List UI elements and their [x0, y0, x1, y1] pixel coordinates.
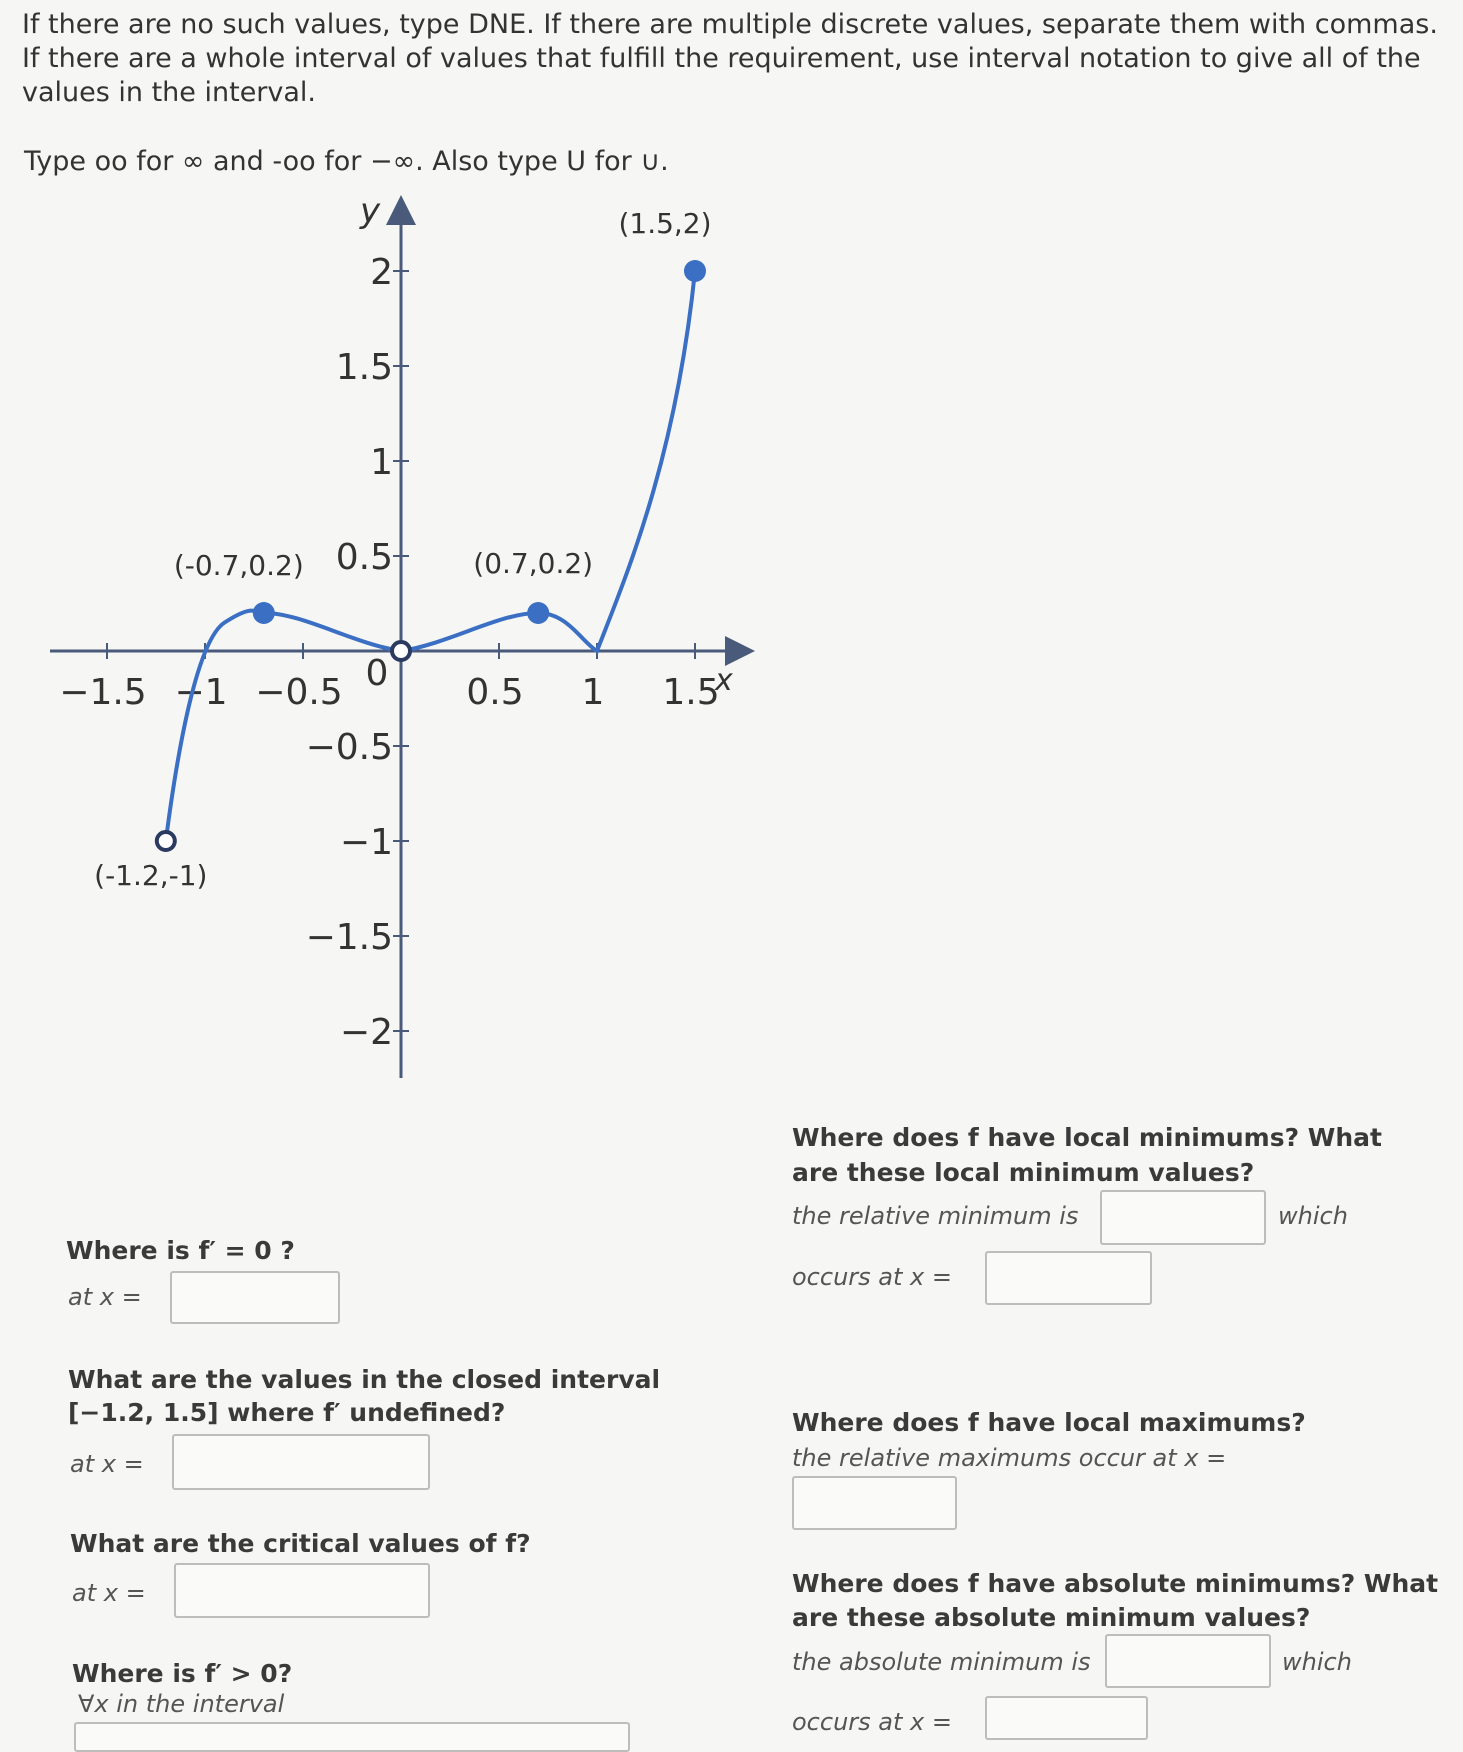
local-min-occurs-input[interactable]: [985, 1251, 1152, 1305]
y-axis-label: y: [360, 191, 381, 231]
x-axis-label: x: [715, 663, 733, 698]
critical-input[interactable]: [174, 1563, 430, 1618]
y-tick-label: 1: [370, 442, 393, 483]
closed-point: [253, 602, 275, 624]
closed-point: [527, 602, 549, 624]
abs-min-value-suffix: which: [1282, 1648, 1352, 1676]
undefined-input[interactable]: [172, 1434, 430, 1490]
point-label: (-1.2,-1): [94, 859, 208, 892]
key-points: [94, 207, 711, 892]
point-label: (0.7,0.2): [473, 547, 594, 580]
instructions-text: If there are no such values, type DNE. If there are multiple discrete values, separate them with commas. If there are a whole interval of values that fulfill the requirement, use interval notation to give all of the values in the interval.: [22, 9, 1438, 108]
undefined-question-line1: What are the values in the closed interval: [68, 1365, 661, 1394]
y-tick-label: 0.5: [335, 537, 393, 578]
closed-point: [684, 260, 706, 282]
abs-min-value-input[interactable]: [1105, 1634, 1271, 1688]
undefined-prefix: at x =: [70, 1450, 144, 1478]
y-tick-label: −0.5: [305, 727, 393, 768]
local-min-value-suffix: which: [1278, 1202, 1348, 1230]
local-max-prefix: the relative maximums occur at x =: [792, 1444, 1227, 1472]
increasing-question: Where is f′ > 0?: [72, 1659, 293, 1688]
x-tick-label: 1.5: [662, 672, 720, 713]
fprime-zero-input[interactable]: [170, 1271, 340, 1324]
fprime-zero-question: Where is f′ = 0 ?: [66, 1236, 295, 1265]
local-min-question-line1: Where does f have local minimums? What: [792, 1123, 1383, 1152]
fprime-zero-prefix: at x =: [68, 1283, 142, 1311]
local-max-question: Where does f have local maximums?: [792, 1408, 1306, 1437]
critical-question: What are the critical values of f?: [70, 1529, 531, 1558]
abs-min-occurs-prefix: occurs at x =: [792, 1708, 952, 1736]
point-label: (-0.7,0.2): [173, 549, 304, 582]
abs-min-question-line1: Where does f have absolute minimums? What: [792, 1569, 1439, 1598]
y-tick-label: −1: [339, 822, 393, 863]
local-min-value-input[interactable]: [1100, 1190, 1266, 1245]
x-tick-label: 1: [581, 672, 605, 713]
open-point: [392, 642, 410, 660]
function-graph: [0, 0, 760, 1100]
increasing-prefix: ∀x in the interval: [78, 1690, 285, 1718]
local-max-input[interactable]: [792, 1476, 957, 1530]
x-tick-label: −1.5: [59, 672, 147, 713]
x-tick-label: 0: [365, 653, 389, 694]
y-tick-label: −1.5: [305, 917, 393, 958]
local-min-occurs-prefix: occurs at x =: [792, 1263, 952, 1291]
local-min-value-prefix: the relative minimum is: [792, 1202, 1079, 1230]
y-tick-label: −2: [339, 1012, 393, 1053]
x-tick-label: −1: [174, 672, 228, 713]
undefined-question-line2: [−1.2, 1.5] where f′ undefined?: [68, 1398, 506, 1427]
open-point: [157, 832, 175, 850]
point-label: (1.5,2): [618, 207, 712, 240]
y-tick-label: 2: [370, 252, 393, 293]
x-tick-label: −0.5: [255, 672, 343, 713]
abs-min-occurs-input[interactable]: [985, 1696, 1148, 1740]
type-hint: Type oo for ∞ and -oo for −∞. Also type U for ∪.: [24, 146, 669, 177]
abs-min-value-prefix: the absolute minimum is: [792, 1648, 1091, 1676]
local-min-question-line2: are these local minimum values?: [792, 1158, 1255, 1187]
critical-prefix: at x =: [72, 1579, 146, 1607]
x-tick-label: 0.5: [466, 672, 524, 713]
abs-min-question-line2: are these absolute minimum values?: [792, 1603, 1311, 1632]
increasing-input[interactable]: [74, 1722, 630, 1752]
y-tick-label: 1.5: [335, 347, 393, 388]
